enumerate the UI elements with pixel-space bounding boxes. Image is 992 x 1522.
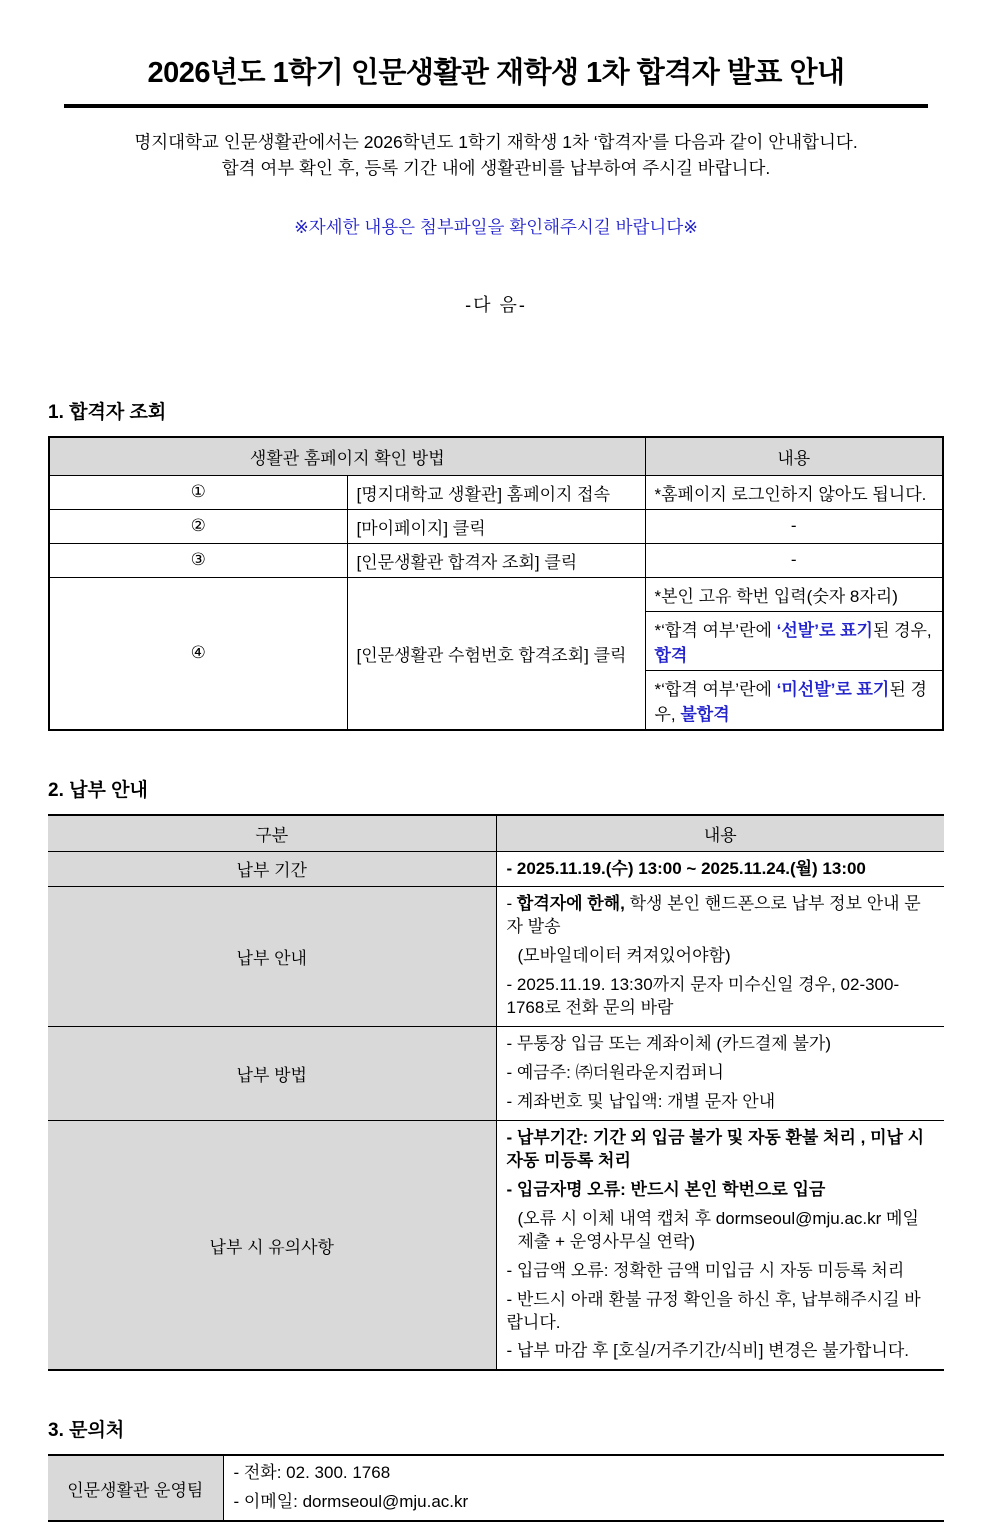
payment-period-text: - 2025.11.19.(수) 13:00 ~ 2025.11.24.(월) 13:00	[506, 858, 866, 878]
section-3-heading: 3. 문의처	[48, 1420, 125, 1442]
highlighted-text: ‘미선발’로 표기	[776, 679, 890, 699]
label-cell: 납부 시 유의사항	[48, 1120, 496, 1370]
row-number-cell: ②	[49, 509, 347, 543]
table-row	[48, 1027, 944, 1121]
content-line: - 입금자명 오류: 반드시 본인 학번으로 입금	[506, 1179, 826, 1199]
label-cell: 납부 기간	[48, 851, 496, 887]
method-cell: [마이페이지] 클릭	[347, 509, 645, 543]
table-row	[49, 475, 943, 509]
section-1-heading: 1. 합격자 조회	[48, 401, 167, 423]
phone-line: - 전화: 02. 300. 1768	[233, 1463, 391, 1483]
section-2-heading: 2. 납부 안내	[48, 779, 148, 801]
content-cell	[645, 670, 943, 730]
content-cell	[496, 1027, 944, 1121]
content-text: 된 경우,	[872, 620, 932, 640]
content-text: 된 경우,	[654, 679, 927, 724]
header-method-cell: 생활관 홈페이지 확인 방법	[49, 437, 645, 476]
email-line: - 이메일: dormseoul@mju.ac.kr	[233, 1492, 469, 1512]
table-row	[49, 543, 943, 577]
content-line: - 반드시 아래 환불 규정 확인을 하신 후, 납부해주시길 바랍니다.	[506, 1289, 921, 1332]
content-text: 학생 본인 핸드폰으로 납부 정보 안내 문자 발송	[506, 894, 921, 937]
content-cell: *홈페이지 로그인하지 않아도 됩니다.	[645, 475, 943, 509]
content-cell	[223, 1455, 944, 1521]
table-header-row	[48, 815, 944, 852]
content-cell	[496, 887, 944, 1027]
content-line: - 납부기간: 기간 외 입금 불가 및 자동 환불 처리 , 미납 시 자동 미등록 처리	[506, 1127, 925, 1170]
method-cell: [인문생활관 합격자 조회] 클릭	[347, 543, 645, 577]
emphasized-text: 합격자에 한해,	[516, 894, 625, 914]
table-row	[49, 509, 943, 543]
intro-line-1: 명지대학교 인문생활관에서는 2026학년도 1학기 재학생 1차 ‘합격자’를 다음과 같이 안내합니다.	[134, 132, 858, 152]
content-text: *‘합격 여부’란에	[654, 620, 777, 640]
header-content-cell: 내용	[496, 815, 944, 852]
daum-separator: -다 음-	[465, 294, 527, 315]
intro-paragraph	[48, 129, 944, 182]
contact-table	[48, 1454, 944, 1522]
header-category-cell: 구분	[48, 815, 496, 852]
intro-line-2: 합격 여부 확인 후, 등록 기간 내에 생활관비를 납부하여 주시길 바랍니다.	[221, 158, 771, 179]
label-cell: 인문생활관 운영팀	[48, 1455, 223, 1521]
content-text: *‘합격 여부’란에	[654, 679, 777, 699]
content-line: (오류 시 이체 내역 캡처 후 dormseoul@mju.ac.kr 메일 제출 + 운영사무실 연락)	[517, 1208, 919, 1251]
content-line: - 납부 마감 후 [호실/거주기간/식비] 변경은 불가합니다.	[506, 1341, 909, 1361]
highlighted-text: ‘선발’로 표기	[776, 620, 873, 640]
content-text: -	[506, 894, 517, 914]
row-number-cell: ③	[49, 543, 347, 577]
method-cell: [명지대학교 생활관] 홈페이지 접속	[347, 475, 645, 509]
result-pass-text: 합격	[654, 645, 688, 665]
content-cell	[645, 611, 943, 670]
label-cell: 납부 안내	[48, 887, 496, 1027]
content-cell	[496, 851, 944, 887]
method-cell: [인문생활관 수험번호 합격조회] 클릭	[347, 577, 645, 730]
content-line: - 무통장 입금 또는 계좌이체 (카드결제 불가)	[506, 1034, 831, 1054]
table-row	[48, 1455, 944, 1521]
content-line	[507, 890, 935, 942]
content-cell: *본인 고유 학번 입력(숫자 8자리)	[645, 577, 943, 611]
title-double-underline	[64, 104, 928, 108]
table-row	[48, 887, 944, 1027]
content-cell	[496, 1120, 944, 1370]
content-line: - 입금액 오류: 정확한 금액 미입금 시 자동 미등록 처리	[506, 1260, 905, 1280]
content-line: - 예금주: ㈜더원라운지컴퍼니	[506, 1063, 724, 1083]
table-row	[48, 851, 944, 887]
table-header-row	[49, 437, 943, 476]
row-number-cell: ④	[49, 577, 347, 730]
content-line: (모바일데이터 켜져있어야함)	[517, 946, 731, 966]
row-number-cell: ①	[49, 475, 347, 509]
header-content-cell: 내용	[645, 437, 943, 476]
table-row	[49, 577, 943, 611]
content-cell: -	[645, 543, 943, 577]
content-line: - 계좌번호 및 납입액: 개별 문자 안내	[506, 1092, 776, 1111]
result-fail-text: 불합격	[680, 704, 730, 724]
doc-title: 2026년도 1학기 인문생활관 재학생 1차 합격자 발표 안내	[147, 57, 845, 89]
acceptance-check-table	[48, 436, 944, 731]
content-line: - 2025.11.19. 13:30까지 문자 미수신일 경우, 02-300-1768로 전화 문의 바람	[506, 975, 900, 1018]
table-row	[48, 1120, 944, 1370]
content-cell: -	[645, 509, 943, 543]
payment-info-table	[48, 814, 944, 1372]
label-cell: 납부 방법	[48, 1027, 496, 1121]
attachment-notice: ※자세한 내용은 첨부파일을 확인해주시길 바랍니다※	[294, 216, 698, 237]
